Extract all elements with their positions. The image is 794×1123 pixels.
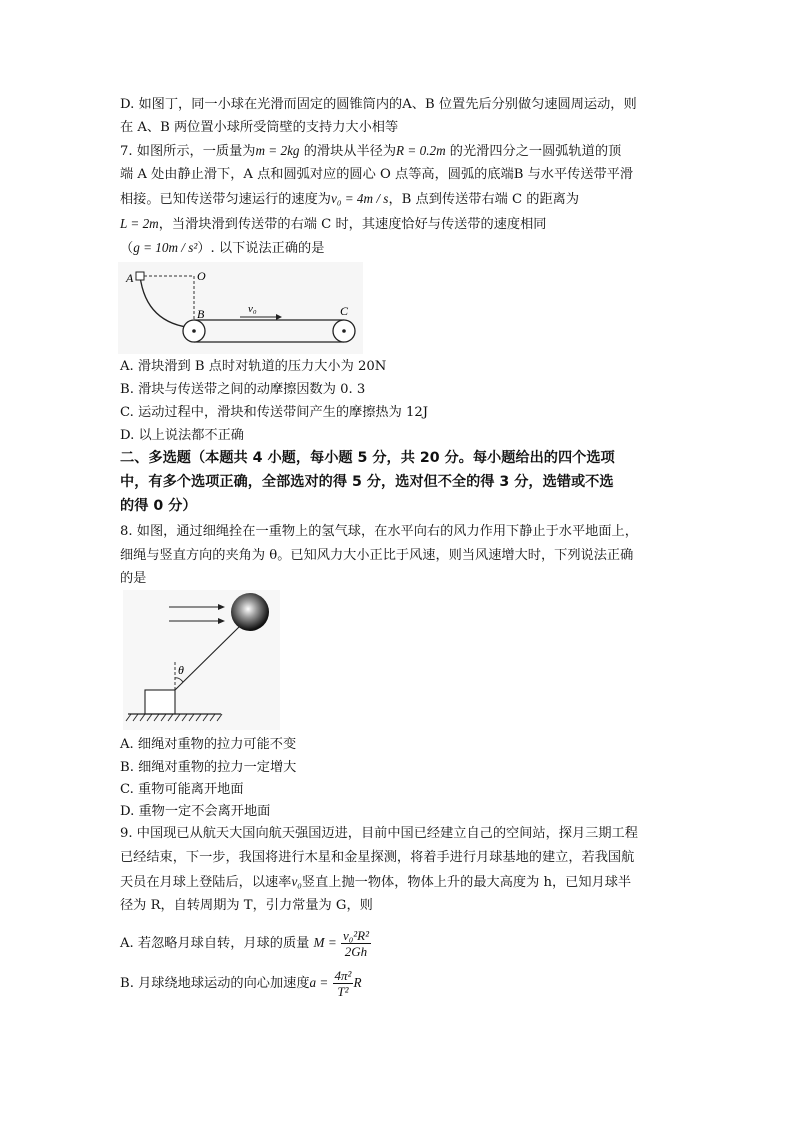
q6-option-d-line1: D. 如图丁，同一小球在光滑而固定的圆锥筒内的A、B 位置先后分别做匀速圆周运动，则 [120,97,637,112]
fraction-denominator: 2Gh [344,944,368,959]
label-b: B [197,307,205,321]
left-pulley-axle [192,329,196,333]
q8-stem-line2: 细绳与竖直方向的夹角为 θ。已知风力大小正比于风速，则当风速增大时，下列说法正确 [120,548,634,563]
q8-stem-line1: 8. 如图，通过细绳拴在一重物上的氢气球，在水平向右的风力作用下静止于水平地面上， [120,524,638,539]
q9-option-b-fraction [333,968,354,999]
q7-stem-line3 [120,189,579,210]
q9-option-a [120,926,371,961]
q9-stem-line3 [120,872,631,893]
slider-block [136,272,144,280]
section2-heading-line1: 二、多选题（本题共 4 小题，每小题 5 分，共 20 分。每小题给出的四个选项 [120,450,615,466]
q9-option-b-text: B. 月球绕地球运动的向心加速度 [120,976,310,991]
q7-text: 的滑块从半径为 [299,144,397,159]
q7-length: L = 2m [120,216,159,231]
q7-option-b: B. 滑块与传送带之间的动摩擦因数为 0. 3 [120,382,366,397]
q8-option-a: A. 细绳对重物的拉力可能不变 [120,737,297,752]
q8-option-b: B. 细绳对重物的拉力一定增大 [120,760,297,775]
label-c: C [340,304,349,318]
q7-text: ，当滑块滑到传送带的右端 C 时，其速度恰好与传送带的速度相同 [158,217,547,232]
q6-option-d-line2: 在 A、B 两位置小球所受筒壁的支持力大小相等 [120,120,399,135]
q7-stem-line4 [120,214,546,235]
q7-text: （ [120,241,134,256]
q8-option-c: C. 重物可能离开地面 [120,782,244,797]
q7-text: ，B 点到传送带右端 C 的距离为 [388,192,580,207]
q9-option-b-lhs: a = [309,975,329,990]
q7-stem-line5 [120,238,324,259]
q9-option-b [120,966,362,1001]
q9-stem-line4: 径为 R，自转周期为 T，引力常量为 G，则 [120,898,373,913]
q7-text: ）. 以下说法正确的是 [197,241,325,256]
hydrogen-balloon [231,593,269,631]
q7-figure [118,262,363,354]
fraction-numerator: 4π² [334,968,352,983]
label-theta: θ [178,663,184,677]
q7-option-d: D. 以上说法都不正确 [120,428,244,443]
q9-stem-line1: 9. 中国现已从航天大国向航天强国迈进，目前中国已经建立自己的空间站，探月三期工程 [120,826,638,841]
q9-text: 竖直上抛一物体，物体上升的最大高度为 h，已知月球半 [301,875,632,890]
q8-figure [123,590,280,730]
q9-option-a-text: A. 若忽略月球自转，月球的质量 [120,936,310,951]
fraction-denominator: T² [337,984,349,999]
q7-text: 相接。已知传送带匀速运行的速度为 [120,192,331,207]
q8-stem-line3: 的是 [120,571,147,586]
q7-text: 7. 如图所示，一质量为 [120,144,256,159]
label-o: O [197,269,206,283]
q7-velocity: v₀ = 4m / s [331,191,389,206]
q9-option-b-radius: R [353,975,362,990]
right-pulley-axle [342,329,346,333]
q7-option-c: C. 运动过程中，滑块和传送带间产生的摩擦热为 12J [120,405,429,420]
q7-gravity: g = 10m / s² [133,240,198,255]
q9-text: 天员在月球上登陆后，以速率 [120,875,292,890]
q7-stem-line1 [120,141,621,162]
q9-stem-line2: 已经结束，下一步，我国将进行木星和金星探测，将着手进行月球基地的建立，若我国航 [120,850,635,865]
label-a: A [126,271,134,285]
q7-option-a: A. 滑块滑到 B 点时对轨道的压力大小为 20N [120,359,387,374]
section2-heading-line3: 的得 0 分） [120,498,197,514]
label-v0: v₀ [248,303,257,315]
q7-stem-line2: 端 A 处由静止滑下，A 点和圆弧对应的圆心 O 点等高，圆弧的底端B 与水平传送带平滑 [120,167,634,182]
weight-block [145,690,175,714]
q7-text: 的光滑四分之一圆弧轨道的顶 [445,144,622,159]
q7-radius: R = 0.2m [396,143,446,158]
q9-option-a-lhs: M = [313,935,337,950]
q9-option-a-fraction [341,928,371,959]
q8-option-d: D. 重物一定不会离开地面 [120,804,271,819]
section2-heading-line2: 中，有多个选项正确，全部选对的得 5 分，选对但不全的得 3 分，选错或不选 [120,474,614,490]
fraction-numerator: v₀²R² [342,928,369,943]
q7-mass: m = 2kg [255,143,300,158]
q9-velocity: v₀ [291,874,302,889]
